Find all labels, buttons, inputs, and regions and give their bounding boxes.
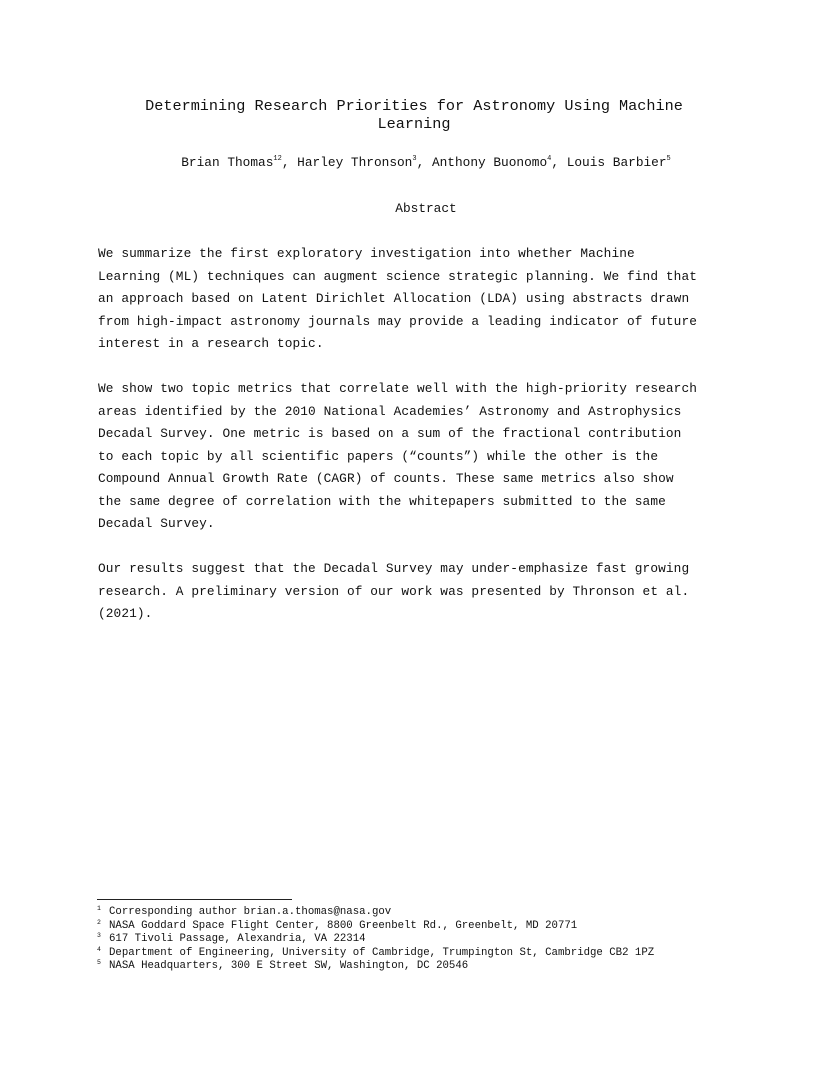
footnote: 1 Corresponding author brian.a.thomas@nasa.gov [97,905,392,918]
author-name: Anthony Buonomo [431,155,548,170]
footnote-divider [97,899,292,900]
author-name: Louis Barbier [566,155,667,170]
text-line: Decadal Survey. One metric is based on a sum of the fractional contribution [98,426,682,441]
author-separator: , [551,155,567,170]
text-line: Decadal Survey. [98,516,215,531]
author-separator: , [281,155,298,170]
footnote: 2 NASA Goddard Space Flight Center, 8800 Greenbelt Rd., Greenbelt, MD 20771 [97,918,578,932]
text-line: Learning (ML) techniques can augment science strategic planning. We find that [98,268,698,284]
abstract-paragraph [98,243,738,356]
abstract-body [98,243,738,648]
author-name: Brian Thomas [181,155,274,170]
footnote: 5 NASA Headquarters, 300 E Street SW, Washington, DC 20546 [97,959,469,973]
text-line: to each topic by all scientific papers (“counts”) while the other is the [98,448,659,464]
text-line: the same degree of correlation with the whitepapers submitted to the same [98,493,666,509]
footnote-text: NASA Goddard Space Flight Center, 8800 Greenbelt Rd., Greenbelt, MD 20771 [109,919,578,932]
author-affiliation-marks: 3 [412,155,417,163]
text-line: We show two topic metrics that correlate well with the high-priority research [98,381,698,396]
text-line: an approach based on Latent Dirichlet Allocation (LDA) using abstracts drawn [98,291,690,306]
text-line: Compound Annual Growth Rate (CAGR) of counts. These same metrics also show [98,471,674,486]
text-line: areas identified by the 2010 National Academies’ Astronomy and Astrophysics [98,403,682,419]
text-line: research. A preliminary version of our work was presented by Thronson et al. [98,583,690,599]
text-line: (2021). [98,606,153,621]
author-affiliation-marks: 12 [273,155,282,163]
author-separator: , [416,155,432,170]
text-line: Our results suggest that the Decadal Survey may under-emphasize fast growing [98,561,690,576]
abstract-heading: Abstract [395,201,457,216]
footnote-text: Corresponding author brian.a.thomas@nasa.gov [109,906,392,918]
text-line: interest in a research topic. [98,336,324,351]
footnote: 3 617 Tivoli Passage, Alexandria, VA 22314 [97,932,366,946]
footnote-text: Department of Engineering, University of Cambridge, Trumpington St, Cambridge CB2 1PZ [109,946,655,959]
text-line: from high-impact astronomy journals may provide a leading indicator of future [98,313,698,329]
text-line: We summarize the first exploratory investigation into whether Machine [98,246,635,261]
author-affiliation-marks: 4 [547,155,552,163]
footnotes [97,906,797,974]
paper-title: Determining Research Priorities for Astronomy Using Machine Learning [145,97,683,133]
abstract-paragraph [98,558,738,626]
author-list [100,154,752,172]
abstract-paragraph [98,378,738,536]
footnote-text: 617 Tivoli Passage, Alexandria, VA 22314 [109,933,366,946]
footnote-text: NASA Headquarters, 300 E Street SW, Washington, DC 20546 [109,960,469,973]
author-name: Harley Thronson [297,155,413,170]
author-affiliation-marks: 5 [666,155,671,163]
footnote: 4 Department of Engineering, University of Cambridge, Trumpington St, Cambridge CB2 1PZ [97,945,655,959]
